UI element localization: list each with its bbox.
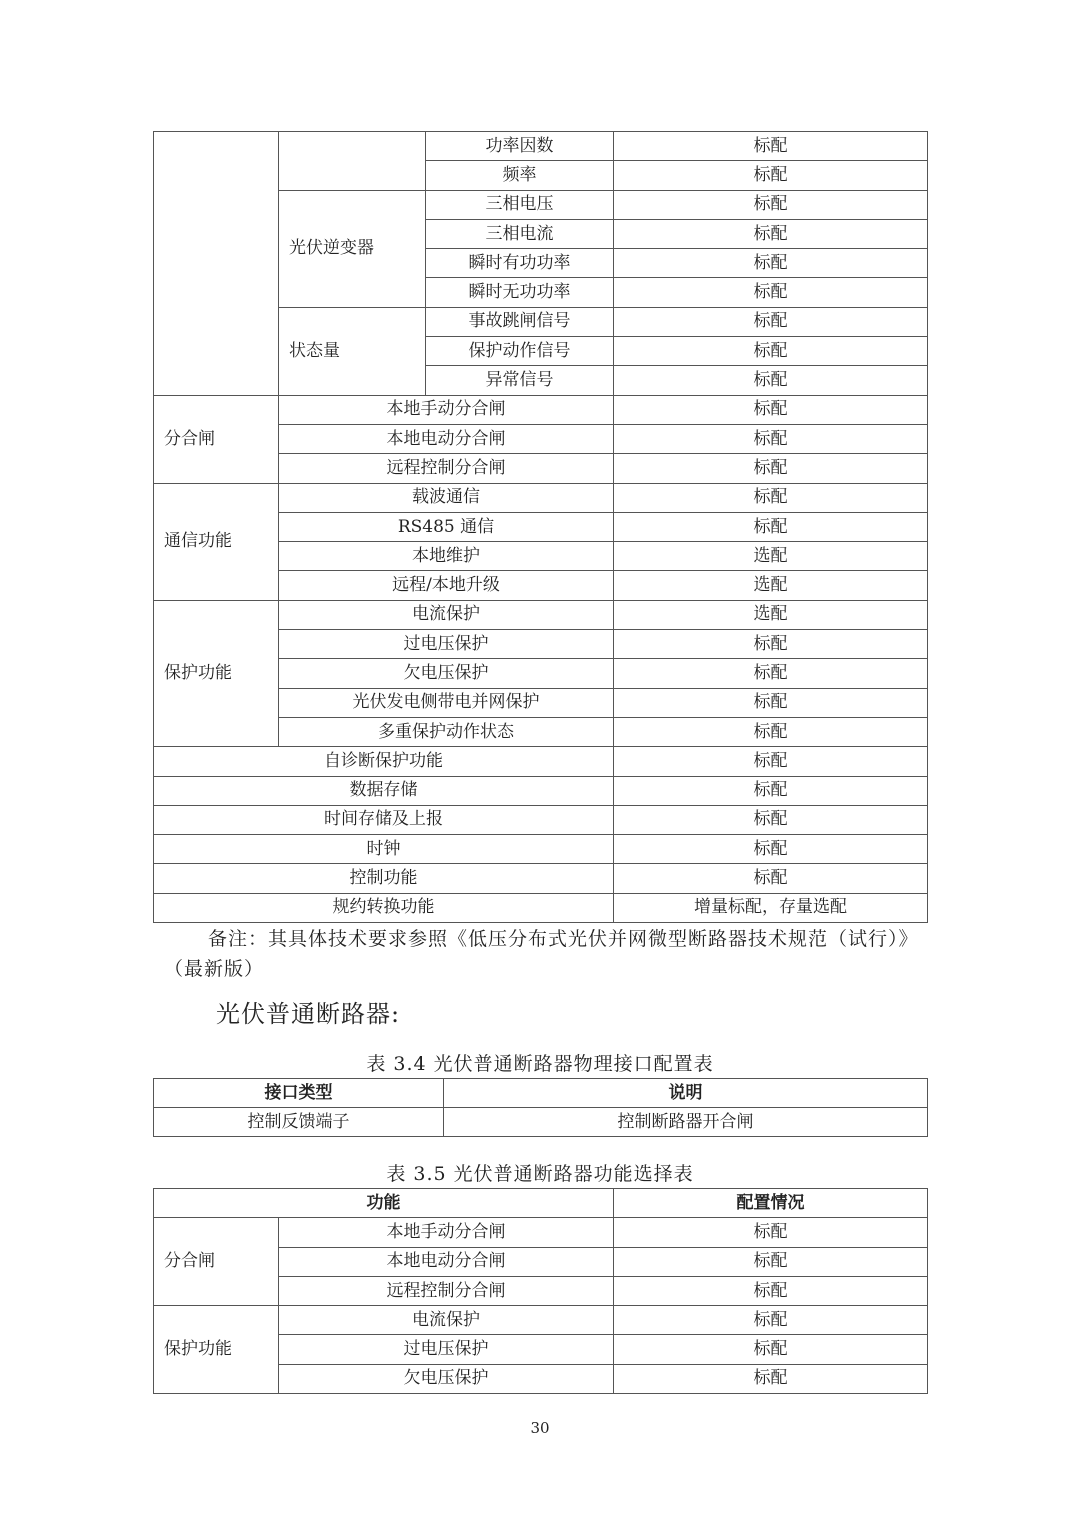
table-cell: 控制反馈端子 <box>154 1108 444 1137</box>
table-header-row <box>154 1189 928 1218</box>
table-cell: 标配 <box>614 132 928 161</box>
table-caption-3-5: 表 3.5 光伏普通断路器功能选择表 <box>386 1163 694 1185</box>
column-header: 说明 <box>444 1079 928 1108</box>
table-cell: 标配 <box>614 337 928 366</box>
table-note: 备注：其具体技术要求参照《低压分布式光伏并网微型断路器技术规范（试行）》（最新版） <box>164 928 919 980</box>
table-cell: 过电压保护 <box>279 1335 614 1364</box>
table-cell: 欠电压保护 <box>279 659 614 688</box>
table-cell: 电流保护 <box>279 600 614 629</box>
table-cell: 标配 <box>614 776 928 805</box>
section-heading: 光伏普通断路器: <box>216 1000 401 1028</box>
table-row <box>154 805 928 834</box>
table-cell: 分合闸 <box>154 1218 279 1306</box>
table-header-row <box>154 1079 928 1108</box>
table-cell: 保护动作信号 <box>426 337 614 366</box>
table-cell: 标配 <box>614 307 928 336</box>
table-cell: 标配 <box>614 864 928 893</box>
table-cell: 保护功能 <box>154 600 279 746</box>
table-row <box>154 835 928 864</box>
table-cell: 标配 <box>614 1335 928 1364</box>
table-cell: 频率 <box>426 161 614 190</box>
table-cell: 数据存储 <box>154 776 614 805</box>
table-cell: 光伏逆变器 <box>279 190 426 307</box>
table-cell: 状态量 <box>279 307 426 395</box>
table-cell: 自诊断保护功能 <box>154 747 614 776</box>
table-cell: 本地电动分合闸 <box>279 424 614 453</box>
table-cell: 标配 <box>614 717 928 746</box>
table-cell: 光伏发电侧带电并网保护 <box>279 688 614 717</box>
table-cell: 标配 <box>614 161 928 190</box>
table-row <box>154 483 928 512</box>
table-cell: 标配 <box>614 483 928 512</box>
table-row <box>154 1108 928 1137</box>
table-cell: 标配 <box>614 805 928 834</box>
table-cell: 标配 <box>614 219 928 248</box>
table-cell: 瞬时有功功率 <box>426 249 614 278</box>
table-row <box>154 747 928 776</box>
table-cell: 控制断路器开合闸 <box>444 1108 928 1137</box>
table-cell: 选配 <box>614 600 928 629</box>
table-cell: 选配 <box>614 542 928 571</box>
table-cell: 规约转换功能 <box>154 893 614 922</box>
table-cell: 标配 <box>614 249 928 278</box>
physical-interface-table <box>153 1078 928 1137</box>
table-cell: 增量标配，存量选配 <box>614 893 928 922</box>
table-cell: 标配 <box>614 424 928 453</box>
table-cell: 通信功能 <box>154 483 279 600</box>
table-cell: 保护功能 <box>154 1306 279 1394</box>
table-cell: 标配 <box>614 395 928 424</box>
function-config-table-continued <box>153 131 928 923</box>
table-cell: 分合闸 <box>154 395 279 483</box>
table-cell: 标配 <box>614 1306 928 1335</box>
table-cell: 选配 <box>614 571 928 600</box>
page-number: 30 <box>530 1419 550 1437</box>
table-cell: 远程控制分合闸 <box>279 454 614 483</box>
table-cell: 多重保护动作状态 <box>279 717 614 746</box>
table-cell: 本地手动分合闸 <box>279 1218 614 1247</box>
table-cell: 标配 <box>614 630 928 659</box>
table-cell: 标配 <box>614 1364 928 1393</box>
table-cell: 时间存储及上报 <box>154 805 614 834</box>
table-cell: 标配 <box>614 278 928 307</box>
table-cell: 载波通信 <box>279 483 614 512</box>
table-cell: 本地手动分合闸 <box>279 395 614 424</box>
column-header: 功能 <box>154 1189 614 1218</box>
table-row <box>154 600 928 629</box>
table-caption-3-4: 表 3.4 光伏普通断路器物理接口配置表 <box>366 1053 714 1075</box>
column-header: 配置情况 <box>614 1189 928 1218</box>
table-row <box>154 864 928 893</box>
table-row <box>154 776 928 805</box>
table-cell: 标配 <box>614 659 928 688</box>
table-cell: 标配 <box>614 1218 928 1247</box>
table-cell: 欠电压保护 <box>279 1364 614 1393</box>
table-cell: 过电压保护 <box>279 630 614 659</box>
table-cell: 控制功能 <box>154 864 614 893</box>
table-cell: 标配 <box>614 688 928 717</box>
column-header: 接口类型 <box>154 1079 444 1108</box>
table-row <box>154 1306 928 1335</box>
table-cell: 本地维护 <box>279 542 614 571</box>
table-row <box>154 132 928 161</box>
table-cell: 电流保护 <box>279 1306 614 1335</box>
table-cell: 标配 <box>614 190 928 219</box>
table-cell: 异常信号 <box>426 366 614 395</box>
table-cell: 事故跳闸信号 <box>426 307 614 336</box>
table-cell: 三相电压 <box>426 190 614 219</box>
table-cell: RS485 通信 <box>279 512 614 541</box>
table-cell: 三相电流 <box>426 219 614 248</box>
table-cell: 标配 <box>614 366 928 395</box>
table-cell: 标配 <box>614 512 928 541</box>
table-cell: 远程控制分合闸 <box>279 1276 614 1305</box>
table-cell <box>154 132 279 396</box>
table-cell: 时钟 <box>154 835 614 864</box>
table-cell <box>279 132 426 191</box>
table-row <box>154 893 928 922</box>
table-row <box>154 1218 928 1247</box>
table-cell: 标配 <box>614 1276 928 1305</box>
table-cell: 标配 <box>614 1247 928 1276</box>
table-cell: 功率因数 <box>426 132 614 161</box>
table-cell: 远程/本地升级 <box>279 571 614 600</box>
table-cell: 标配 <box>614 835 928 864</box>
table-cell: 标配 <box>614 747 928 776</box>
table-cell: 本地电动分合闸 <box>279 1247 614 1276</box>
table-cell: 标配 <box>614 454 928 483</box>
table-cell: 瞬时无功功率 <box>426 278 614 307</box>
function-selection-table <box>153 1188 928 1394</box>
table-row <box>154 395 928 424</box>
